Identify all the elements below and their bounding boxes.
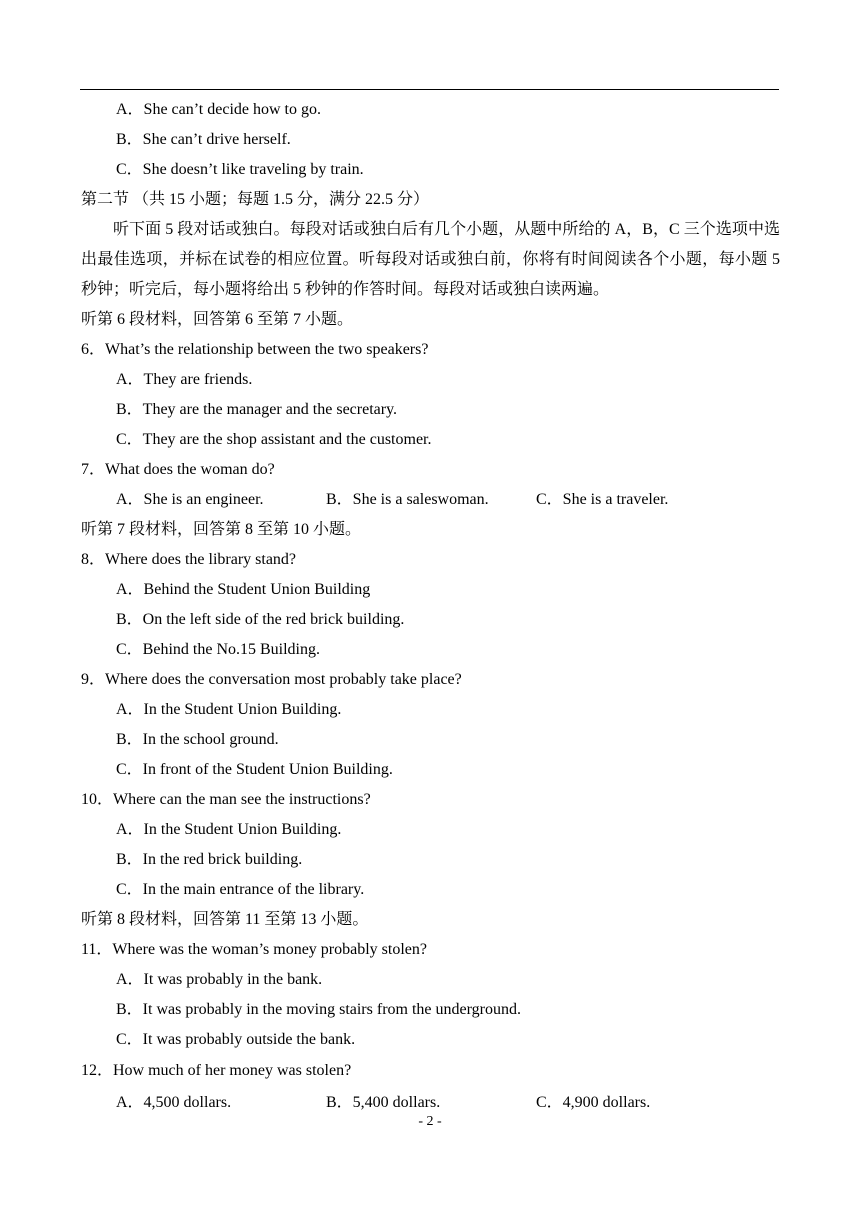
q9-option-b: B．In the school ground. [116,731,279,748]
q7-option-c: C．She is a traveler. [536,491,669,508]
header-rule [80,89,779,90]
question-10-stem: 10．Where can the man see the instructions? [81,791,371,808]
q6-option-a: A．They are friends. [116,371,253,388]
q8-option-a: A．Behind the Student Union Building [116,581,371,598]
q9-option-c: C．In front of the Student Union Building. [116,761,393,778]
q11-option-c: C．It was probably outside the bank. [116,1031,356,1048]
q6-option-b: B．They are the manager and the secretary. [116,401,398,418]
question-11-stem: 11．Where was the woman’s money probably stolen? [81,941,427,958]
q8-option-b: B．On the left side of the red brick building. [116,611,405,628]
section-header: 第二节 （共 15 小题；每题 1.5 分，满分 22.5 分） [81,191,430,208]
q7-option-b: B．She is a saleswoman. [326,491,489,508]
prev-option-c: C．She doesn’t like traveling by train. [116,161,364,178]
material-8-note: 听第 8 段材料，回答第 11 至第 13 小题。 [81,911,369,928]
q12-option-b: B．5,400 dollars. [326,1094,441,1111]
q11-option-b: B．It was probably in the moving stairs from the underground. [116,1001,521,1018]
question-12-stem: 12．How much of her money was stolen? [81,1062,352,1079]
q10-option-b: B．In the red brick building. [116,851,303,868]
question-9-stem: 9．Where does the conversation most probably take place? [81,671,462,688]
q9-option-a: A．In the Student Union Building. [116,701,342,718]
question-7-stem: 7．What does the woman do? [81,461,275,478]
prev-option-b: B．She can’t drive herself. [116,131,291,148]
material-6-note: 听第 6 段材料，回答第 6 至第 7 小题。 [81,311,354,328]
page-number: - 2 - [418,1114,442,1129]
question-6-stem: 6．What’s the relationship between the two speakers? [81,341,429,358]
q11-option-a: A．It was probably in the bank. [116,971,323,988]
q12-option-c: C．4,900 dollars. [536,1094,651,1111]
material-7-note: 听第 7 段材料，回答第 8 至第 10 小题。 [81,521,362,538]
q7-option-a: A．She is an engineer. [116,491,264,508]
section-instructions: 听下面 5 段对话或独白。每段对话或独白后有几个小题，从题中所给的 A，B，C 三个选项中选出最佳选项，并标在试卷的相应位置。听每段对话或独白前，你将有时间阅读各个小题，每小题 5 秒钟；听完后，每小题将给出 5 秒钟的作答时间。每段对话或独白读两遍。 [81,221,780,298]
prev-option-a: A．She can’t decide how to go. [116,101,321,118]
q10-option-c: C．In the main entrance of the library. [116,881,365,898]
q10-option-a: A．In the Student Union Building. [116,821,342,838]
q12-option-a: A．4,500 dollars. [116,1094,232,1111]
q6-option-c: C．They are the shop assistant and the customer. [116,431,432,448]
question-8-stem: 8．Where does the library stand? [81,551,297,568]
q8-option-c: C．Behind the No.15 Building. [116,641,321,658]
